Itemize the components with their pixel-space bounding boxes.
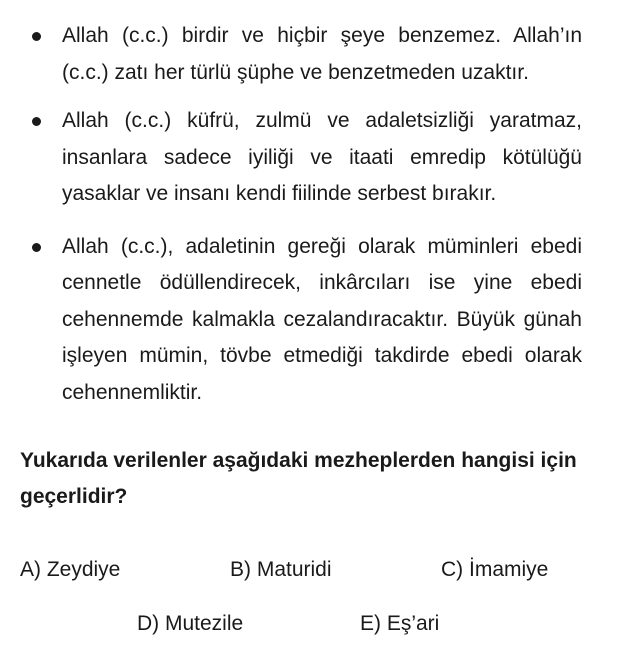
option-b[interactable]: B) Maturidi [230, 558, 332, 581]
question-stem: Yukarıda verilenler aşağıdaki mezheplerden hangisi için geçerlidir? [20, 449, 577, 508]
premise-text-1: Allah (c.c.) birdir ve hiçbir şeye benzemez. Allah’ın (c.c.) zatı her türlü şüphe ve benzetmeden uzaktır. [62, 24, 582, 84]
option-e[interactable]: E) Eş’ari [360, 612, 440, 635]
option-c[interactable]: C) İmamiye [441, 558, 549, 581]
premise-text-2: Allah (c.c.) küfrü, zulmü ve adaletsizliği yaratmaz, insanlara sadece iyiliği ve itaati emredip kötülüğü yasaklar ve insanı kendi fiilinde serbest bırakır. [62, 109, 582, 205]
option-d[interactable]: D) Mutezile [137, 612, 244, 635]
option-a[interactable]: A) Zeydiye [20, 558, 121, 581]
premise-text-3: Allah (c.c.), adaletinin gereği olarak müminleri ebedi cennetle ödüllendirecek, inkârcıları ise yine ebedi cehennemde kalmakla cezalandıracaktır. Büyük günah işleyen mümin, tövbe etmediği takdirde ebedi olarak cehennemliktir. [62, 234, 582, 404]
